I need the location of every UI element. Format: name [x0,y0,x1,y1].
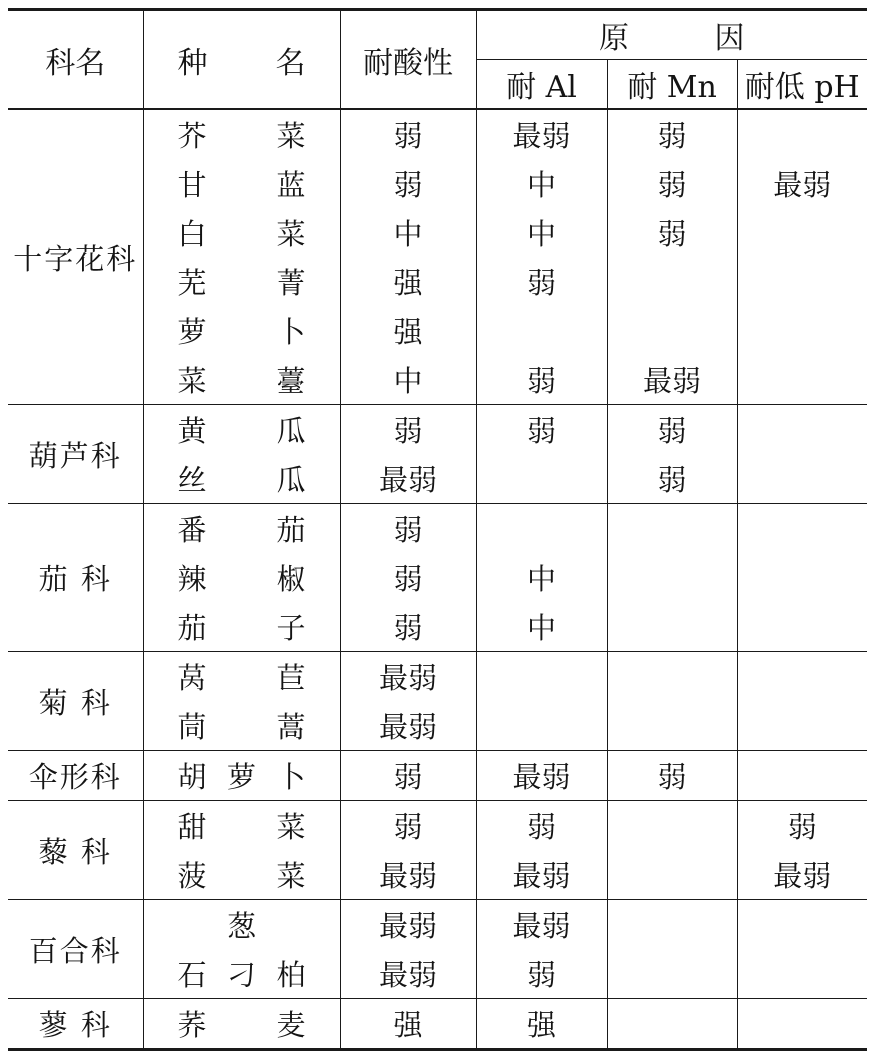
species-name [143,949,340,999]
tolerance-value: 中 [340,355,476,405]
ph-tolerance-value: 最弱 [737,159,867,208]
mn-tolerance-value [607,257,737,306]
mn-tolerance-value [607,504,737,554]
mn-tolerance-value [607,949,737,999]
species-char: 茼 [177,710,207,744]
tolerance-value: 强 [340,257,476,306]
ph-tolerance-value [737,504,867,554]
al-tolerance-value: 弱 [476,801,607,851]
species-char: 椒 [276,562,306,596]
species-char: 胡 [177,760,207,794]
table-row [8,109,867,159]
species-char: 子 [276,611,306,645]
species-char: 菜 [276,217,306,251]
ph-tolerance-value [737,553,867,602]
header-ph: 耐低 pH [737,60,867,110]
mn-tolerance-value [607,306,737,355]
family-group [8,900,867,999]
family-group [8,801,867,900]
al-tolerance-value: 中 [476,208,607,257]
species-name [143,355,340,405]
header-reason-label: 原 因 [598,21,783,56]
family-name: 茄 科 [38,562,112,596]
species-name [143,850,340,900]
species-char: 番 [177,513,207,547]
ph-tolerance-value [737,701,867,751]
mn-tolerance-value [607,652,737,702]
species-char: 柏 [276,958,306,992]
header-family: 科名 [8,10,143,110]
al-tolerance-value: 最弱 [476,900,607,950]
species-char: 蓝 [276,168,306,202]
table-row [8,504,867,554]
species-name [143,109,340,159]
header-al: 耐 Al [476,60,607,110]
tolerance-value: 弱 [340,602,476,652]
family-group [8,405,867,504]
ph-tolerance-value [737,454,867,504]
tolerance-value: 弱 [340,801,476,851]
species-char: 荞 [177,1008,207,1042]
species-name [143,504,340,554]
family-group [8,109,867,405]
al-tolerance-value [476,306,607,355]
tolerance-value: 弱 [340,159,476,208]
family-name: 菊 科 [38,685,112,720]
mn-tolerance-value: 弱 [607,109,737,159]
al-tolerance-value: 弱 [476,257,607,306]
al-tolerance-value: 弱 [476,355,607,405]
species-char: 刁 [226,958,256,992]
species-char: 甘 [177,168,207,202]
mn-tolerance-value: 弱 [607,208,737,257]
family-name: 藜 科 [38,834,112,869]
header-mn: 耐 Mn [607,60,737,110]
header-tolerance: 耐酸性 [340,10,476,110]
species-name [143,701,340,751]
species-char: 薹 [276,364,306,398]
al-tolerance-value [476,701,607,751]
species-char: 葱 [226,909,256,943]
species-name [143,553,340,602]
al-tolerance-value: 最弱 [476,109,607,159]
document-page [8,8,867,1056]
tolerance-value: 弱 [340,504,476,554]
species-char: 白 [177,217,207,251]
acid-tolerance-table [8,8,867,1051]
tolerance-value: 弱 [340,553,476,602]
species-char: 丝 [177,463,207,497]
ph-tolerance-value [737,949,867,999]
species-char: 菜 [177,364,207,398]
ph-tolerance-value [737,109,867,159]
species-name [143,159,340,208]
al-tolerance-value: 最弱 [476,850,607,900]
mn-tolerance-value [607,701,737,751]
al-tolerance-value [476,652,607,702]
tolerance-value: 最弱 [340,701,476,751]
mn-tolerance-value [607,801,737,851]
species-char: 菜 [276,859,306,893]
al-tolerance-value: 中 [476,553,607,602]
species-char: 菠 [177,859,207,893]
family-group [8,751,867,801]
ph-tolerance-value: 最弱 [737,850,867,900]
ph-tolerance-value: 弱 [737,801,867,851]
family-name: 葫芦科 [28,438,122,473]
tolerance-value: 最弱 [340,850,476,900]
al-tolerance-value: 最弱 [476,751,607,801]
family-name: 蓼 科 [38,1008,112,1042]
mn-tolerance-value [607,850,737,900]
species-char: 卜 [276,315,306,349]
ph-tolerance-value [737,751,867,801]
table-row [8,751,867,801]
species-name [143,999,340,1050]
mn-tolerance-value: 弱 [607,159,737,208]
table-row [8,900,867,950]
family-name: 十字花科 [13,241,138,276]
mn-tolerance-value [607,900,737,950]
species-char: 芥 [177,119,207,153]
mn-tolerance-value: 弱 [607,454,737,504]
header-species-b: 名 [275,45,306,81]
species-char: 苣 [276,661,306,695]
header-reason [476,10,867,60]
table-row [8,652,867,702]
header-species-a: 种 [177,45,208,81]
table-row [8,405,867,455]
species-char: 芜 [177,266,207,300]
al-tolerance-value [476,504,607,554]
al-tolerance-value: 弱 [476,949,607,999]
ph-tolerance-value [737,999,867,1050]
al-tolerance-value: 弱 [476,405,607,455]
ph-tolerance-value [737,405,867,455]
ph-tolerance-value [737,208,867,257]
table-header [8,10,867,110]
ph-tolerance-value [737,306,867,355]
mn-tolerance-value: 最弱 [607,355,737,405]
tolerance-value: 弱 [340,405,476,455]
tolerance-value: 最弱 [340,652,476,702]
ph-tolerance-value [737,355,867,405]
species-char: 石 [177,958,207,992]
species-char: 卜 [276,760,306,794]
family-group [8,999,867,1050]
species-name [143,751,340,801]
species-name [143,900,340,950]
species-char: 菜 [276,810,306,844]
tolerance-value: 最弱 [340,900,476,950]
ph-tolerance-value [737,257,867,306]
mn-tolerance-value: 弱 [607,751,737,801]
species-name [143,208,340,257]
table-row [8,999,867,1050]
species-char: 蒿 [276,710,306,744]
species-char: 黄 [177,414,207,448]
al-tolerance-value: 强 [476,999,607,1050]
species-char: 茄 [177,611,207,645]
ph-tolerance-value [737,602,867,652]
mn-tolerance-value [607,602,737,652]
tolerance-value: 中 [340,208,476,257]
family-name: 百合科 [28,933,122,968]
mn-tolerance-value [607,553,737,602]
tolerance-value: 弱 [340,109,476,159]
tolerance-value: 强 [340,306,476,355]
tolerance-value: 强 [340,999,476,1050]
tolerance-value: 最弱 [340,454,476,504]
family-group [8,504,867,652]
al-tolerance-value: 中 [476,159,607,208]
species-name [143,454,340,504]
species-name [143,257,340,306]
species-name [143,405,340,455]
species-char: 瓜 [276,463,306,497]
species-char: 甜 [177,810,207,844]
ph-tolerance-value [737,652,867,702]
table-row [8,801,867,851]
al-tolerance-value [476,454,607,504]
species-char: 麦 [276,1008,306,1042]
family-group [8,652,867,751]
mn-tolerance-value: 弱 [607,405,737,455]
species-char: 菁 [276,266,306,300]
mn-tolerance-value [607,999,737,1050]
species-name [143,602,340,652]
family-name: 伞形科 [28,760,122,794]
species-name [143,801,340,851]
species-name [143,306,340,355]
tolerance-value: 最弱 [340,949,476,999]
species-char: 辣 [177,562,207,596]
species-char: 菜 [276,119,306,153]
ph-tolerance-value [737,900,867,950]
species-char: 茄 [276,513,306,547]
al-tolerance-value: 中 [476,602,607,652]
header-species [143,10,340,110]
species-name [143,652,340,702]
species-char: 萝 [177,315,207,349]
tolerance-value: 弱 [340,751,476,801]
species-char: 萝 [226,760,256,794]
species-char: 瓜 [276,414,306,448]
species-char: 莴 [177,661,207,695]
